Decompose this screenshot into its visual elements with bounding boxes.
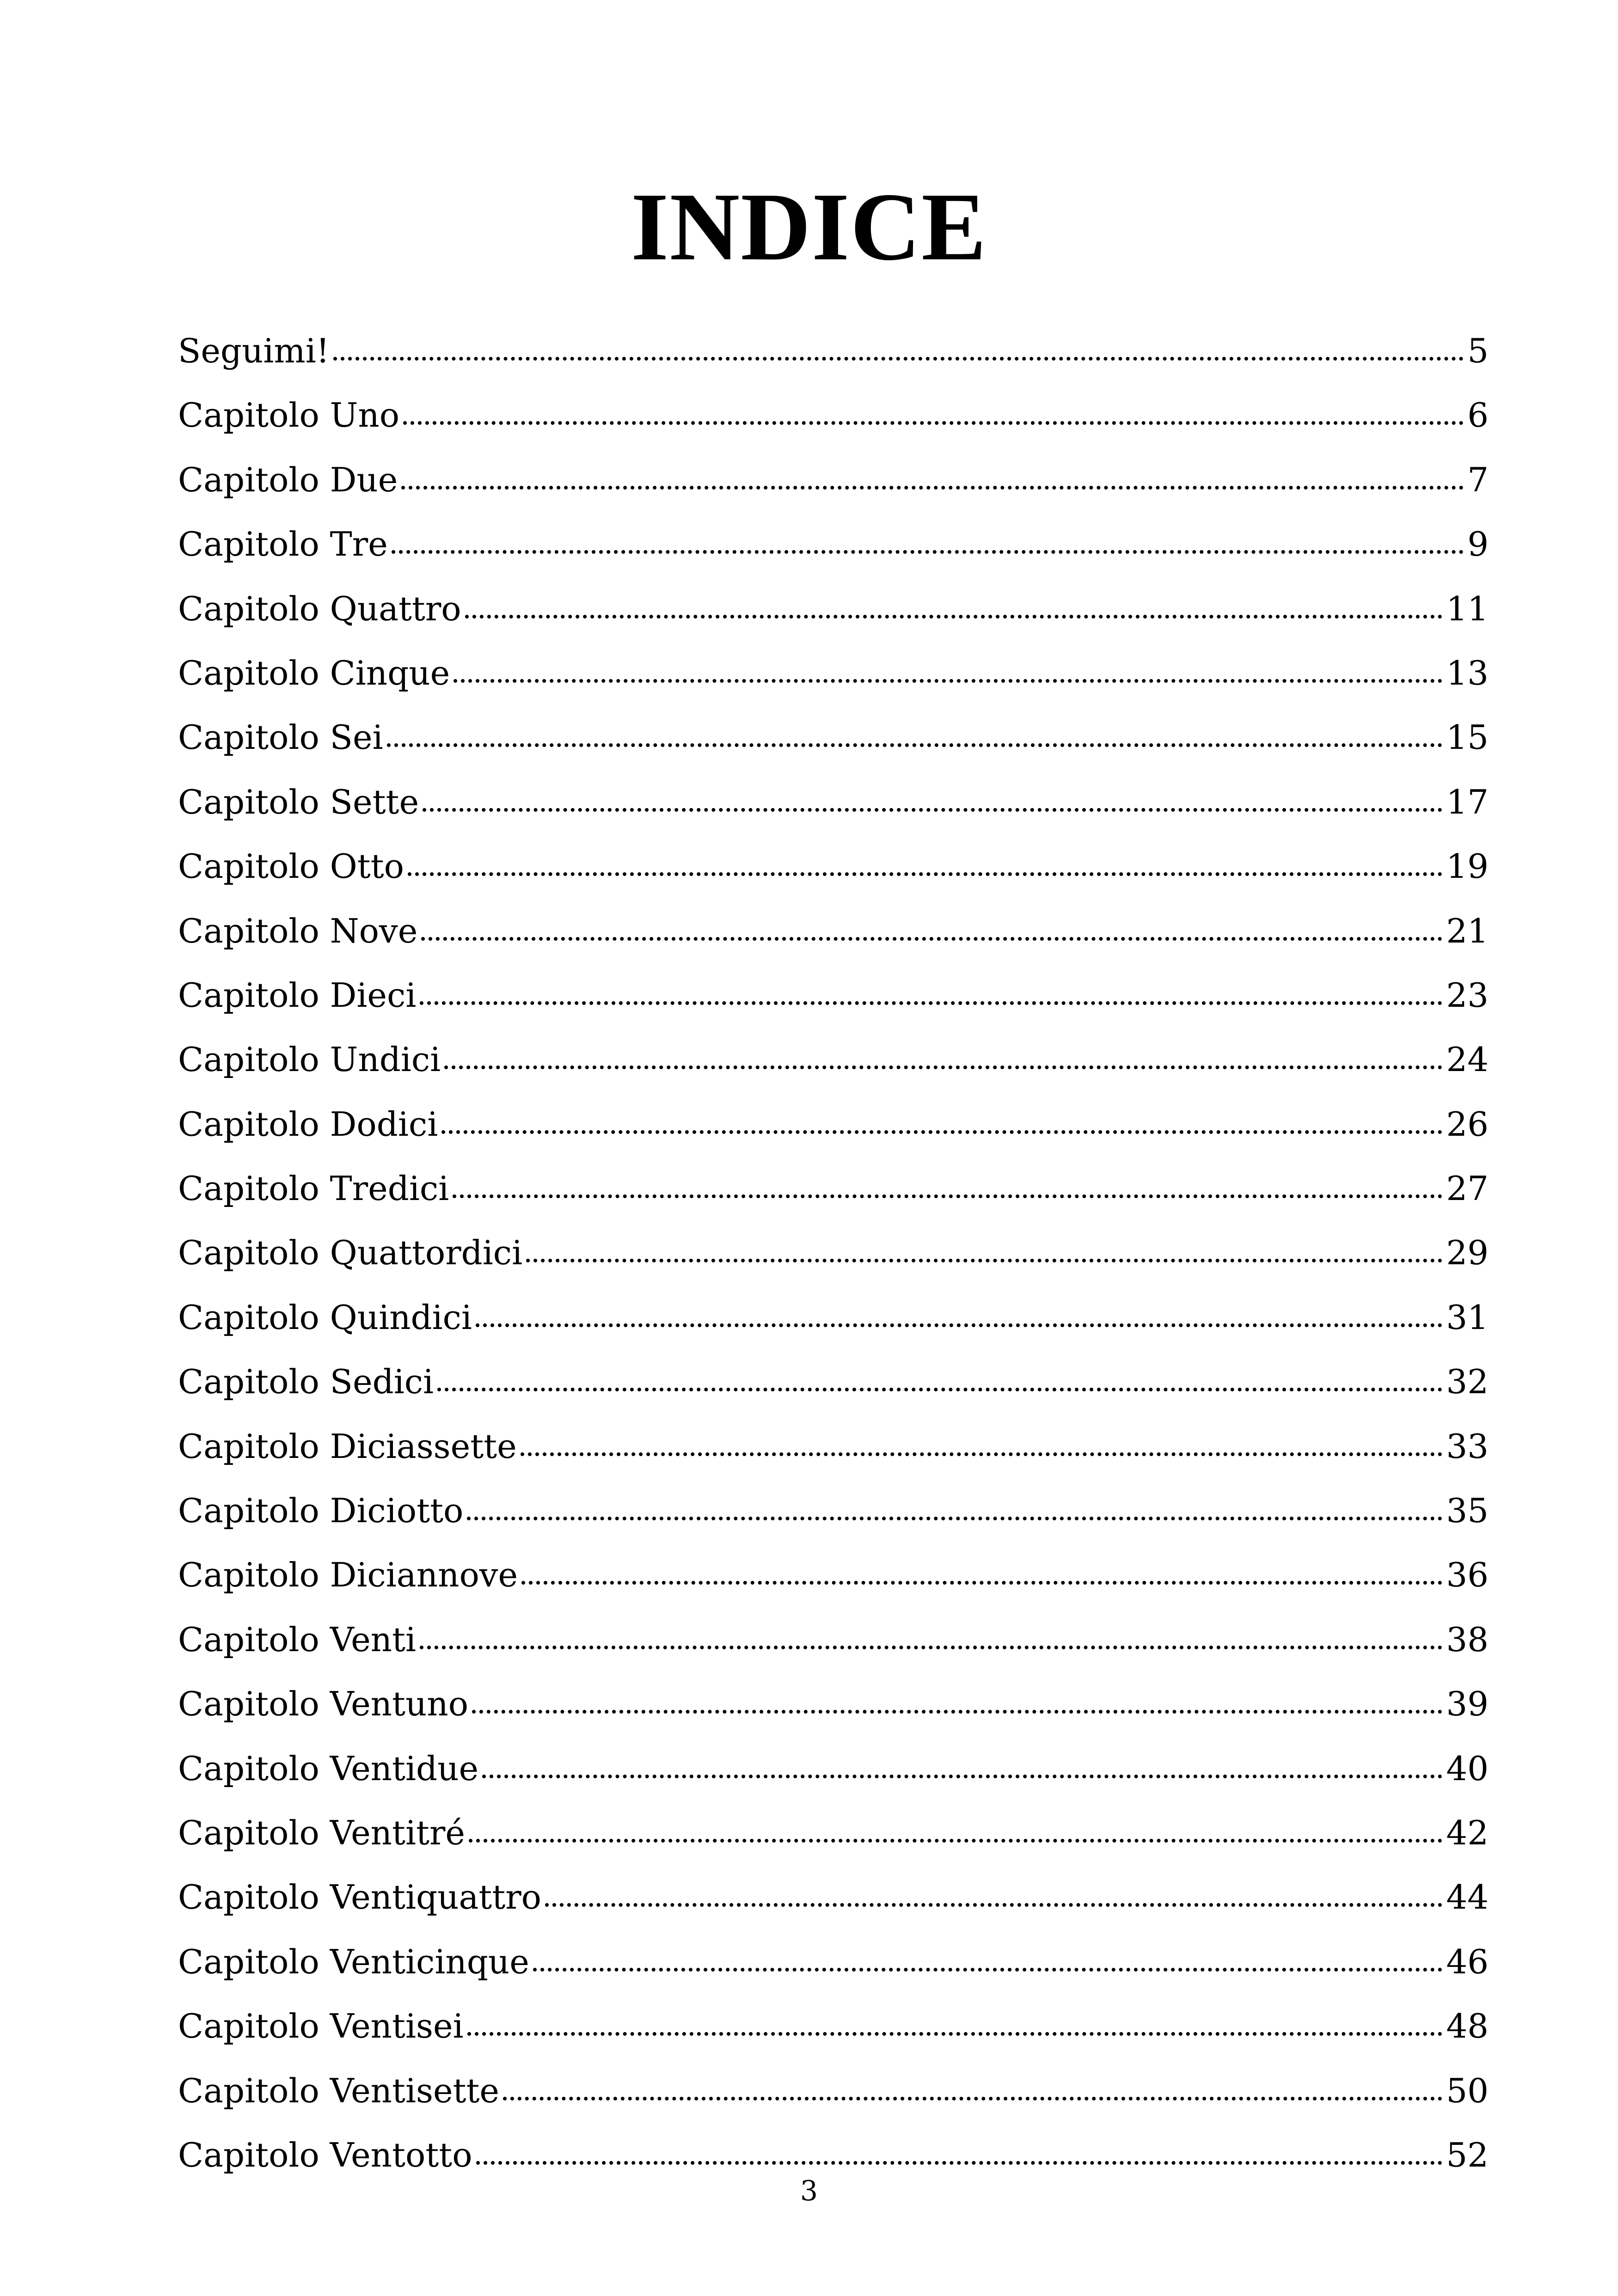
toc-entry-page-number: 24 xyxy=(1446,1040,1489,1079)
toc-entry[interactable] xyxy=(178,1028,1489,1092)
toc-entry[interactable] xyxy=(178,448,1489,512)
toc-entry[interactable] xyxy=(178,770,1489,834)
dot-leader xyxy=(533,1968,1443,1971)
dot-leader xyxy=(437,1388,1442,1391)
toc-entry-label: Capitolo Ventisette xyxy=(178,2071,500,2110)
dot-leader xyxy=(476,2161,1443,2165)
dot-leader xyxy=(454,679,1442,683)
toc-entry-label: Capitolo Sedici xyxy=(178,1362,434,1402)
toc-entry-page-number: 7 xyxy=(1467,460,1489,499)
dot-leader xyxy=(444,1065,1442,1069)
dot-leader xyxy=(420,1646,1442,1649)
toc-entry[interactable] xyxy=(178,1286,1489,1350)
dot-leader xyxy=(503,2097,1442,2100)
dot-leader xyxy=(467,1517,1442,1520)
toc-entry-label: Capitolo Diciotto xyxy=(178,1491,464,1531)
toc-entry[interactable] xyxy=(178,2059,1489,2123)
dot-leader xyxy=(526,1259,1442,1262)
toc-entry-label: Capitolo Tre xyxy=(178,525,388,564)
toc-entry-page-number: 26 xyxy=(1446,1104,1489,1144)
toc-entry[interactable] xyxy=(178,1930,1489,1994)
toc-entry-page-number: 44 xyxy=(1446,1878,1489,1917)
page-title: INDICE xyxy=(631,173,987,281)
toc-entry[interactable] xyxy=(178,963,1489,1028)
toc-entry-label: Capitolo Ventitré xyxy=(178,1813,465,1852)
toc-entry-page-number: 50 xyxy=(1446,2071,1489,2110)
toc-entry-label: Capitolo Quattro xyxy=(178,589,461,628)
dot-leader xyxy=(467,2032,1443,2036)
toc-entry[interactable] xyxy=(178,383,1489,447)
toc-entry-page-number: 13 xyxy=(1446,653,1489,692)
toc-entry-page-number: 36 xyxy=(1446,1555,1489,1595)
toc-entry-page-number: 31 xyxy=(1446,1298,1489,1337)
toc-entry[interactable] xyxy=(178,1801,1489,1865)
dot-leader xyxy=(423,808,1442,812)
toc-entry-page-number: 35 xyxy=(1446,1491,1489,1531)
toc-entry[interactable] xyxy=(178,641,1489,705)
toc-entry-label: Capitolo Undici xyxy=(178,1040,441,1079)
dot-leader xyxy=(521,1452,1443,1456)
toc-entry-label: Capitolo Tredici xyxy=(178,1169,449,1208)
dot-leader xyxy=(408,872,1442,876)
toc-entry-page-number: 38 xyxy=(1446,1620,1489,1659)
toc-entry[interactable] xyxy=(178,1221,1489,1285)
toc-entry-page-number: 6 xyxy=(1467,396,1489,435)
toc-entry-page-number: 46 xyxy=(1446,1942,1489,1981)
toc-entry-page-number: 39 xyxy=(1446,1684,1489,1724)
toc-entry-page-number: 23 xyxy=(1446,975,1489,1015)
toc-entry-label: Capitolo Dieci xyxy=(178,975,417,1015)
toc-entry-label: Seguimi! xyxy=(178,331,330,370)
toc-entry-label: Capitolo Ventidue xyxy=(178,1749,479,1788)
dot-leader xyxy=(545,1903,1442,1907)
toc-entry[interactable] xyxy=(178,1543,1489,1607)
dot-leader xyxy=(387,743,1443,747)
toc-entry[interactable] xyxy=(178,1092,1489,1157)
toc-entry-page-number: 33 xyxy=(1446,1427,1489,1466)
toc-entry-page-number: 52 xyxy=(1446,2135,1489,2174)
toc-entry-label: Capitolo Venticinque xyxy=(178,1942,529,1981)
toc-entry-label: Capitolo Due xyxy=(178,460,398,499)
toc-entry-label: Capitolo Ventotto xyxy=(178,2135,472,2174)
toc-entry-label: Capitolo Cinque xyxy=(178,653,450,692)
dot-leader xyxy=(403,421,1464,425)
toc-entry[interactable] xyxy=(178,834,1489,899)
toc-entry[interactable] xyxy=(178,1608,1489,1672)
dot-leader xyxy=(401,486,1464,490)
toc-entry-page-number: 27 xyxy=(1446,1169,1489,1208)
toc-entry-label: Capitolo Sette xyxy=(178,782,419,821)
toc-entry[interactable] xyxy=(178,1737,1489,1801)
toc-entry-page-number: 15 xyxy=(1446,718,1489,757)
dot-leader xyxy=(421,937,1442,941)
toc-entry-label: Capitolo Quattordici xyxy=(178,1233,523,1273)
dot-leader xyxy=(333,357,1464,361)
dot-leader xyxy=(465,615,1443,618)
toc-entry-label: Capitolo Ventuno xyxy=(178,1684,469,1724)
toc-entry-page-number: 17 xyxy=(1446,782,1489,821)
toc-entry-page-number: 19 xyxy=(1446,847,1489,886)
table-of-contents xyxy=(178,319,1489,2187)
dot-leader xyxy=(441,1130,1442,1134)
toc-entry[interactable] xyxy=(178,1865,1489,1929)
toc-entry[interactable] xyxy=(178,1414,1489,1479)
toc-entry-label: Capitolo Dodici xyxy=(178,1104,438,1144)
dot-leader xyxy=(392,550,1464,554)
toc-entry-label: Capitolo Ventisei xyxy=(178,2007,464,2046)
dot-leader xyxy=(521,1581,1442,1585)
toc-entry-page-number: 5 xyxy=(1467,331,1489,370)
toc-entry-page-number: 32 xyxy=(1446,1362,1489,1402)
toc-entry-label: Capitolo Sei xyxy=(178,718,383,757)
dot-leader xyxy=(420,1001,1442,1005)
toc-entry[interactable] xyxy=(178,705,1489,770)
toc-entry-label: Capitolo Nove xyxy=(178,911,418,950)
toc-entry[interactable] xyxy=(178,319,1489,383)
toc-entry-page-number: 21 xyxy=(1446,911,1489,950)
toc-entry[interactable] xyxy=(178,1479,1489,1543)
toc-entry-page-number: 40 xyxy=(1446,1749,1489,1788)
toc-entry-page-number: 48 xyxy=(1446,2007,1489,2046)
toc-entry[interactable] xyxy=(178,1994,1489,2058)
toc-entry-page-number: 9 xyxy=(1467,525,1489,564)
toc-entry-label: Capitolo Diciassette xyxy=(178,1427,517,1466)
dot-leader xyxy=(469,1839,1442,1843)
dot-leader xyxy=(476,1323,1442,1327)
toc-entry-label: Capitolo Quindici xyxy=(178,1298,472,1337)
toc-entry[interactable] xyxy=(178,512,1489,576)
dot-leader xyxy=(453,1194,1442,1198)
toc-entry[interactable] xyxy=(178,1350,1489,1414)
toc-entry-page-number: 29 xyxy=(1446,1233,1489,1273)
toc-entry[interactable] xyxy=(178,899,1489,963)
toc-entry-label: Capitolo Otto xyxy=(178,847,404,886)
toc-entry-label: Capitolo Ventiquattro xyxy=(178,1878,542,1917)
toc-entry[interactable] xyxy=(178,1672,1489,1736)
toc-entry-label: Capitolo Diciannove xyxy=(178,1555,518,1595)
toc-entry-label: Capitolo Uno xyxy=(178,396,400,435)
toc-entry-page-number: 11 xyxy=(1446,589,1489,628)
dot-leader xyxy=(472,1710,1442,1714)
toc-entry-label: Capitolo Venti xyxy=(178,1620,417,1659)
dot-leader xyxy=(482,1775,1442,1778)
toc-entry[interactable] xyxy=(178,577,1489,641)
page-number: 3 xyxy=(800,2175,818,2207)
toc-entry-page-number: 42 xyxy=(1446,1813,1489,1852)
toc-entry[interactable] xyxy=(178,1157,1489,1221)
